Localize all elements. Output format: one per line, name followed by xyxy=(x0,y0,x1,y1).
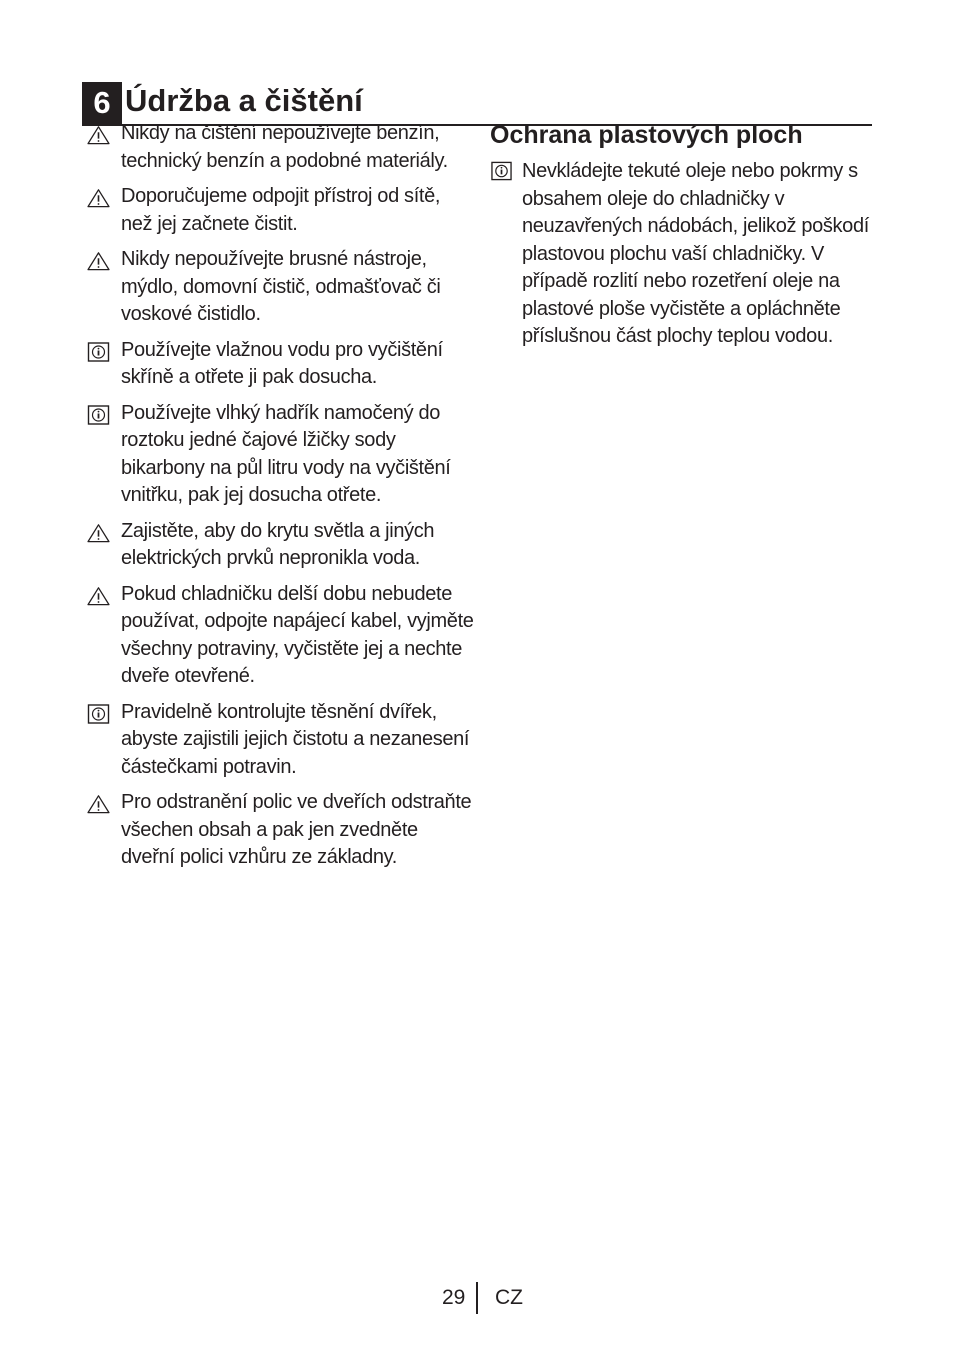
item-text: Nikdy nepoužívejte brusné nástroje, mýdlo, domovní čistič, odmašťovač či voskové čistidlo. xyxy=(121,248,441,325)
item-text: Pokud chladničku delší dobu nebudete používat, odpojte napájecí kabel, vyjměte všechny potraviny, vyčistěte jej a nechte dveře otevřené. xyxy=(121,582,474,687)
list-item xyxy=(86,337,476,392)
item-text: Používejte vlažnou vodu pro vyčištění skříně a otřete ji pak dosucha. xyxy=(121,338,443,388)
info-icon xyxy=(491,161,512,181)
list-item xyxy=(86,518,476,573)
section-title: Údržba a čištění xyxy=(125,83,363,118)
warning-icon xyxy=(86,251,111,271)
warning-icon xyxy=(86,188,111,208)
item-text: Nikdy na čištění nepoužívejte benzín, technický benzín a podobné materiály. xyxy=(121,122,448,172)
list-item xyxy=(86,789,476,872)
item-text: Zajistěte, aby do krytu světla a jiných elektrických prvků nepronikla voda. xyxy=(121,519,435,569)
section-number: 6 xyxy=(82,82,122,124)
warning-icon xyxy=(86,125,111,145)
footer-divider xyxy=(476,1282,478,1314)
list-item xyxy=(86,581,476,691)
item-text: Doporučujeme odpojit přístroj od sítě, než jej začnete čistit. xyxy=(121,185,441,235)
list-item xyxy=(490,158,874,351)
list-item xyxy=(86,120,476,175)
warning-icon xyxy=(86,586,111,606)
item-text: Pro odstranění polic ve dveřích odstraňte všechen obsah a pak jen zvedněte dveřní polici vzhůru ze základny. xyxy=(121,791,472,868)
warning-icon xyxy=(86,523,111,543)
page-footer xyxy=(420,1278,540,1318)
list-item xyxy=(86,699,476,782)
item-text: Pravidelně kontrolujte těsnění dvířek, abyste zajistili jejich čistotu a nezanesení částečkami potravin. xyxy=(121,700,470,778)
page-number: 29 xyxy=(442,1286,466,1309)
section-header xyxy=(82,78,872,126)
info-icon xyxy=(86,342,111,362)
list-item xyxy=(86,183,476,238)
info-icon xyxy=(86,405,111,425)
warning-icon xyxy=(86,794,111,814)
list-item xyxy=(86,400,476,510)
language-code: CZ xyxy=(495,1286,523,1309)
right-column xyxy=(490,120,874,359)
item-text: Používejte vlhký hadřík namočený do roztoku jedné čajové lžičky sody bikarbony na půl litru vody na vyčištění vnitřku, pak jej dosucha otřete. xyxy=(121,401,451,506)
subheading: Ochrana plastových ploch xyxy=(490,121,803,149)
info-icon xyxy=(86,704,111,724)
left-column xyxy=(86,120,476,880)
list-item xyxy=(86,246,476,329)
item-text: Nevkládejte tekuté oleje nebo pokrmy s obsahem oleje do chladničky v neuzavřených nádobách, jelikož poškodí plastovou plochu vaší chladničky. V případě rozlití nebo rozetření oleje na plastové ploše vyčistěte a opláchněte příslušnou část plochy teplou vodou. xyxy=(522,160,869,347)
